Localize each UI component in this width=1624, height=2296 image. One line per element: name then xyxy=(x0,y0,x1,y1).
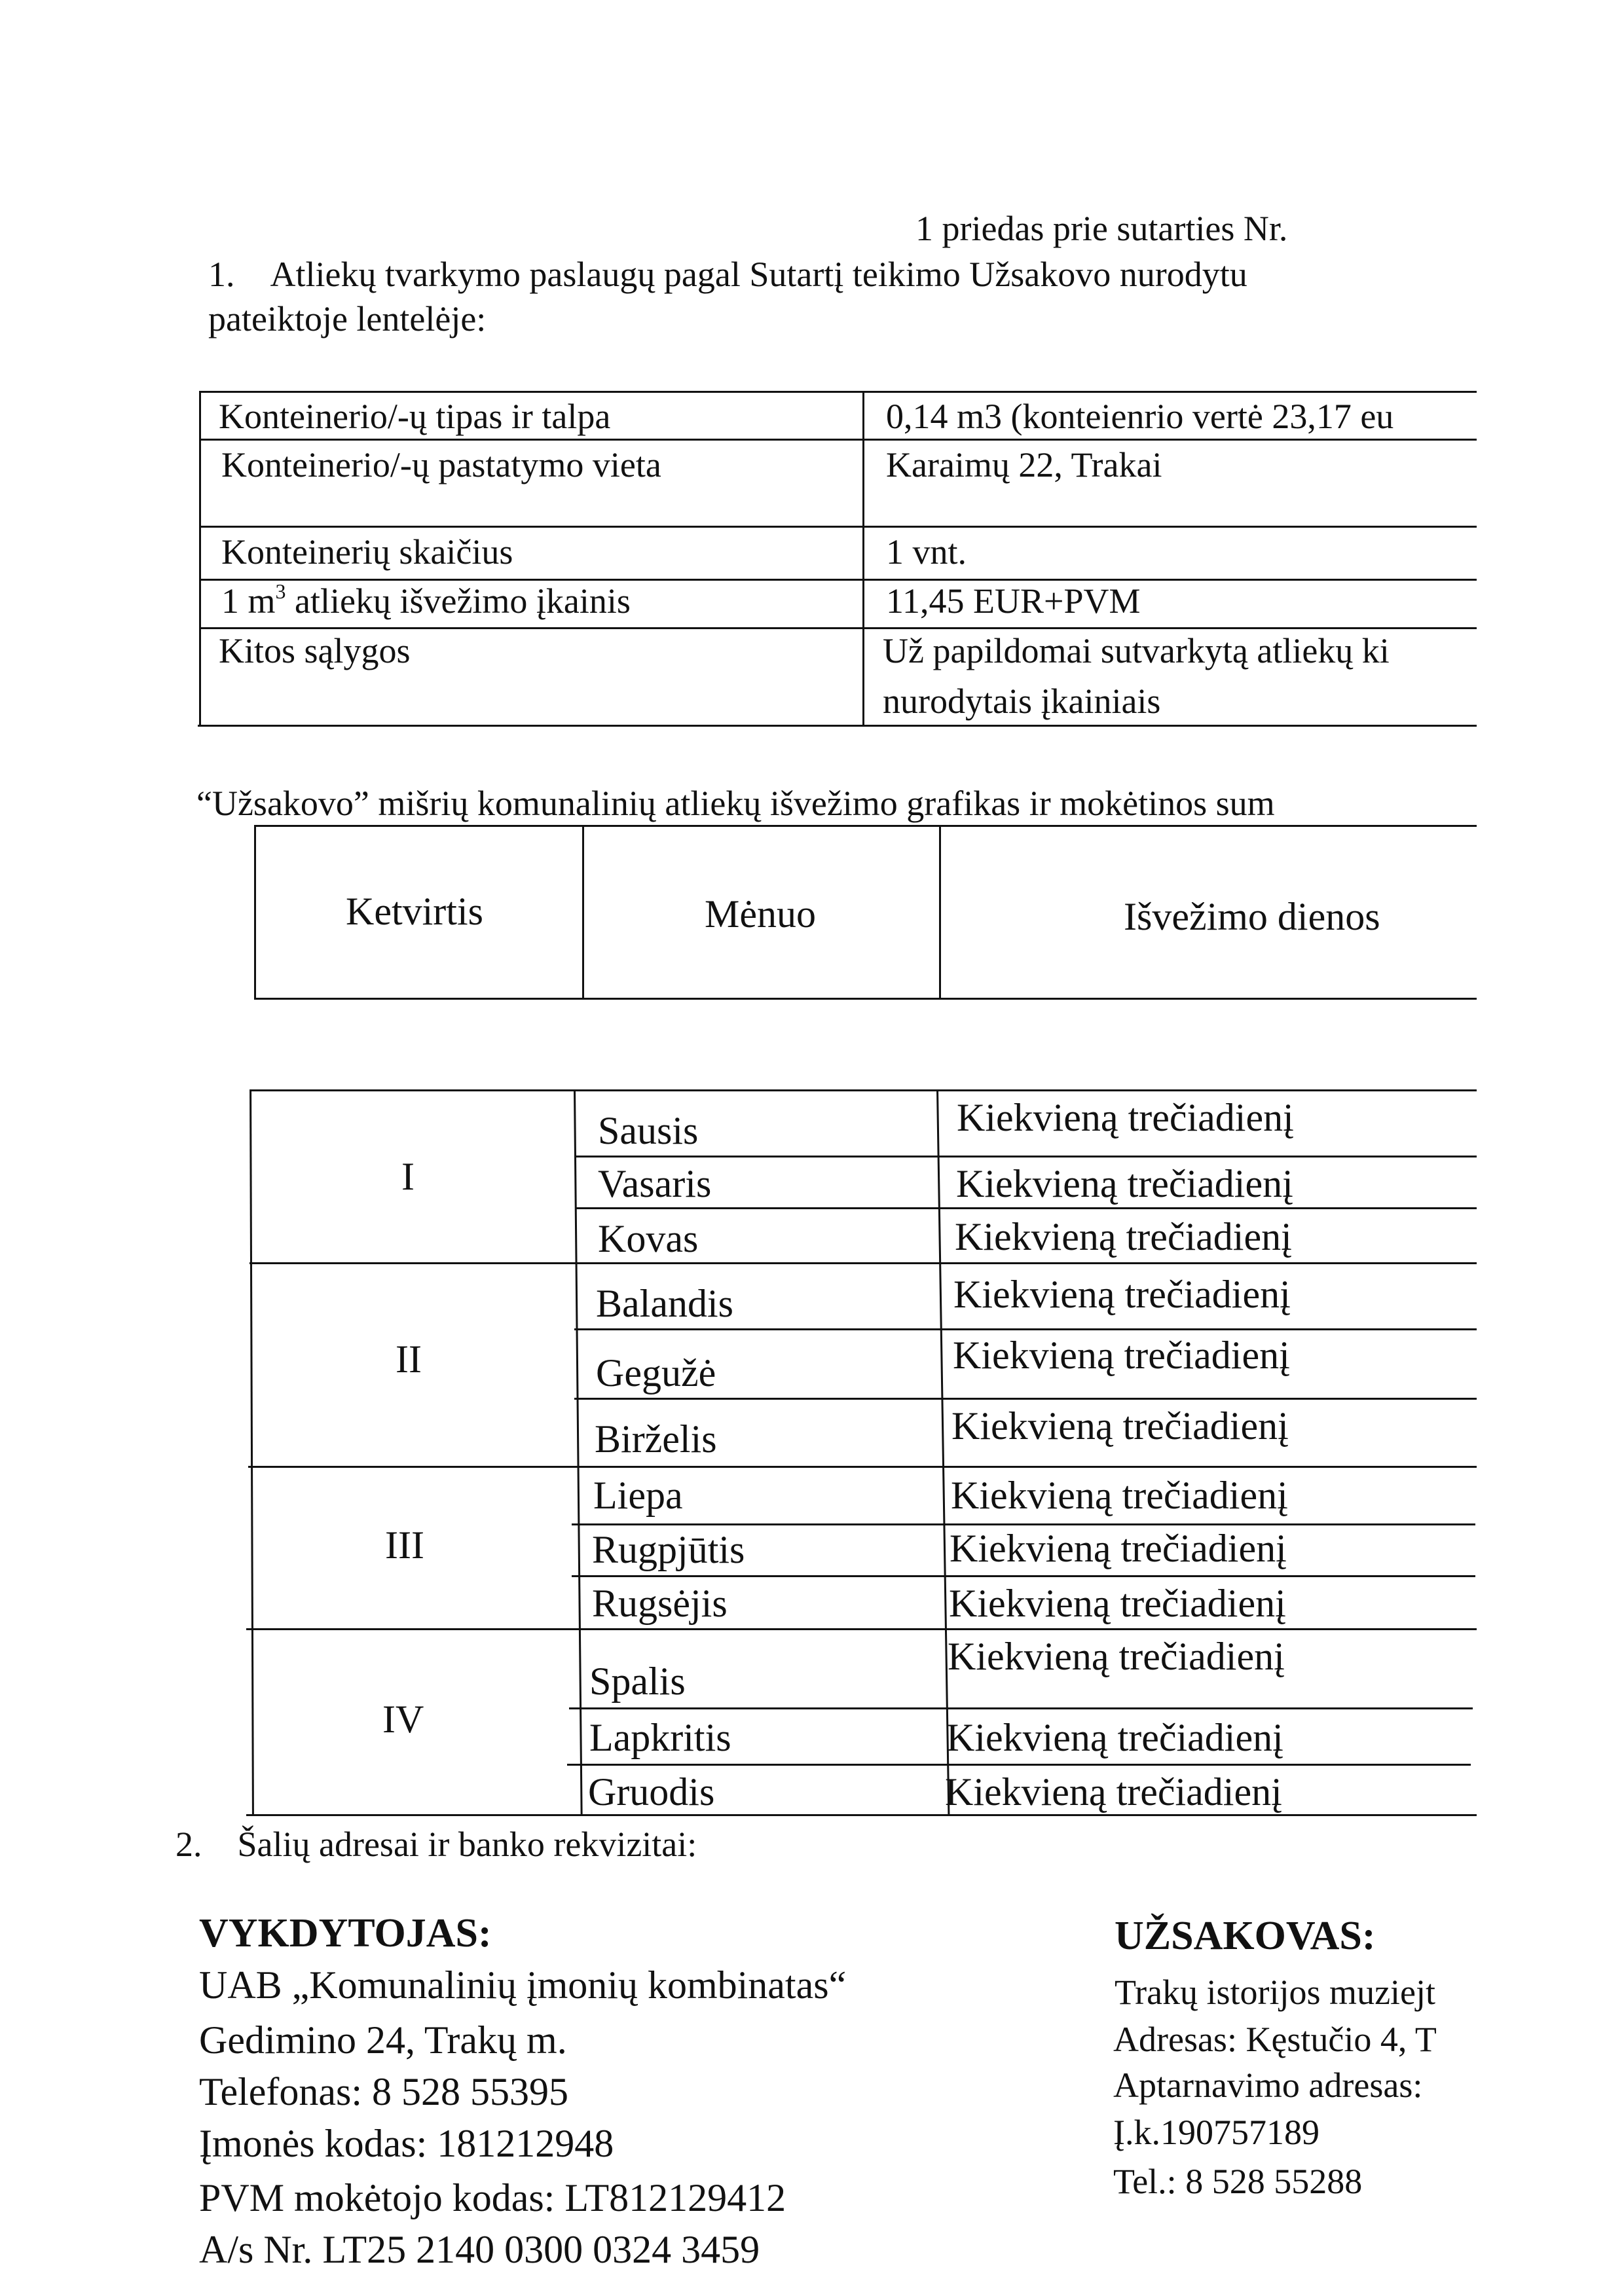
month-cell: Liepa xyxy=(593,1474,683,1517)
section1-line2: pateiktoje lentelėje: xyxy=(208,299,487,338)
contractor-line: Įmonės kodas: 181212948 xyxy=(199,2122,614,2165)
days-cell: Kiekvieną trečiadienį xyxy=(953,1273,1291,1316)
section1-line1: 1. Atliekų tvarkymo paslaugų pagal Sutartį teikimo Užsakovo nurodytu xyxy=(208,255,1247,294)
header-days: Išvežimo dienos xyxy=(1124,895,1380,938)
cell-label: Konteinerių skaičius xyxy=(221,532,513,572)
schedule-title: “Užsakovo” mišrių komunalinių atliekų išvežimo grafikas ir mokėtinos sum xyxy=(196,784,1275,823)
days-cell: Kiekvieną trečiadienį xyxy=(955,1215,1292,1258)
quarter-label: I xyxy=(401,1155,415,1198)
contractor-line: Telefonas: 8 528 55395 xyxy=(199,2070,569,2113)
cell-value: nurodytais įkainiais xyxy=(883,682,1161,721)
contractor-line: Gedimino 24, Trakų m. xyxy=(199,2018,567,2062)
days-cell: Kiekvieną trečiadienį xyxy=(951,1404,1289,1448)
cell-label: Konteinerio/-ų pastatymo vieta xyxy=(221,445,661,484)
days-cell: Kiekvieną trečiadienį xyxy=(951,1474,1288,1517)
cell-label: Konteinerio/-ų tipas ir talpa xyxy=(219,397,611,436)
cell-value: 0,14 m3 (konteienrio vertė 23,17 eu xyxy=(886,397,1394,436)
client-line: Į.k.190757189 xyxy=(1113,2113,1320,2152)
annex-title: 1 priedas prie sutarties Nr. xyxy=(915,209,1288,248)
month-cell: Sausis xyxy=(598,1109,699,1152)
quarter-label: IV xyxy=(382,1698,424,1741)
quarter-label: III xyxy=(385,1523,424,1567)
days-cell: Kiekvieną trečiadienį xyxy=(953,1334,1290,1377)
cell-value: Karaimų 22, Trakai xyxy=(886,445,1162,484)
days-cell: Kiekvieną trečiadienį xyxy=(946,1716,1283,1759)
month-cell: Gruodis xyxy=(588,1770,715,1813)
header-quarter: Ketvirtis xyxy=(346,890,483,933)
quarter-label: II xyxy=(396,1338,422,1381)
client-line: Aptarnavimo adresas: xyxy=(1113,2066,1423,2105)
month-cell: Vasaris xyxy=(598,1162,712,1205)
days-cell: Kiekvieną trečiadienį xyxy=(956,1162,1293,1205)
contractor-heading: VYKDYTOJAS: xyxy=(199,1911,492,1956)
cell-label: 1 $m^3$ atliekų išvežimo įkainis xyxy=(221,579,631,621)
cell-value: Už papildomai sutvarkytą atliekų ki xyxy=(883,631,1390,670)
section2-title: 2. Šalių adresai ir banko rekvizitai: xyxy=(175,1825,697,1864)
month-cell: Rugpjūtis xyxy=(592,1528,745,1571)
cell-value: 1 vnt. xyxy=(886,532,967,572)
cell-value: 11,45 EUR+PVM xyxy=(886,581,1141,621)
month-cell: Birželis xyxy=(595,1417,717,1461)
month-cell: Gegužė xyxy=(596,1351,716,1394)
client-line: Trakų istorijos muziejt xyxy=(1115,1973,1436,2012)
cell-label: Kitos sąlygos xyxy=(219,631,411,670)
contractor-line: PVM mokėtojo kodas: LT812129412 xyxy=(199,2176,786,2219)
client-line: Adresas: Kęstučio 4, T xyxy=(1113,2020,1437,2059)
days-cell: Kiekvieną trečiadienį xyxy=(945,1770,1282,1813)
contractor-line: A/s Nr. LT25 2140 0300 0324 3459 xyxy=(199,2228,760,2271)
days-cell: Kiekvieną trečiadienį xyxy=(948,1635,1285,1678)
header-month: Mėnuo xyxy=(705,892,816,936)
days-cell: Kiekvieną trečiadienį xyxy=(950,1527,1287,1570)
month-cell: Kovas xyxy=(598,1217,699,1260)
month-cell: Rugsėjis xyxy=(592,1582,728,1625)
days-cell: Kiekvieną trečiadienį xyxy=(957,1096,1294,1139)
month-cell: Spalis xyxy=(589,1660,686,1703)
month-cell: Lapkritis xyxy=(589,1716,731,1759)
days-cell: Kiekvieną trečiadienį xyxy=(949,1582,1286,1625)
contractor-line: UAB „Komunalinių įmonių kombinatas“ xyxy=(199,1963,847,2007)
client-heading: UŽSAKOVAS: xyxy=(1115,1914,1376,1958)
month-cell: Balandis xyxy=(596,1282,733,1325)
client-line: Tel.: 8 528 55288 xyxy=(1113,2162,1363,2201)
